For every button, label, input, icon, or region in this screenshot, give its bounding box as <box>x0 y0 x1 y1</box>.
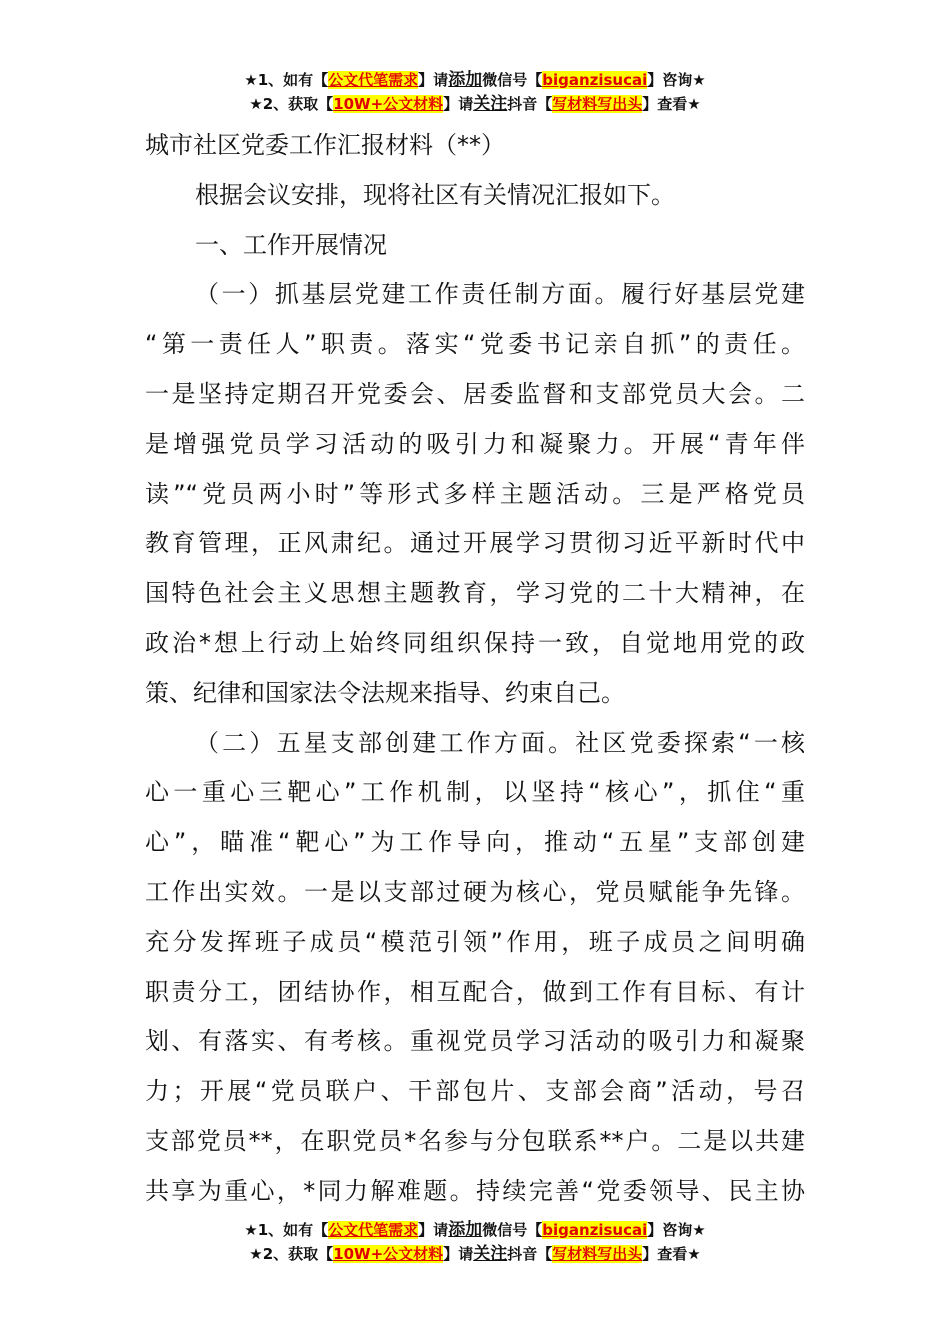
banner-text: 微信号【 <box>482 1221 543 1239</box>
text-line: 力；开展“党员联户、干部包片、支部会商”活动，号召 <box>145 1077 805 1106</box>
highlight-text: 公文代笔需求 <box>328 1221 419 1239</box>
banner-text: ★2、获取【 <box>249 1245 334 1263</box>
text-line: 一是坚持定期召开党委会、居委监督和支部党员大会。二 <box>145 379 805 408</box>
text-line: 划、有落实、有考核。重视党员学习活动的吸引力和凝聚 <box>145 1027 805 1056</box>
highlight-text: 10W+公文材料 <box>333 1245 444 1263</box>
banner-text: 抖音【 <box>507 95 553 113</box>
banner-text: 微信号【 <box>482 71 543 89</box>
text-line: （二）五星支部创建工作方面。社区党委探索“一核 <box>195 728 805 757</box>
document-body <box>145 121 805 1217</box>
promo-banner-bottom <box>0 1218 950 1266</box>
banner-text: 关注 <box>473 1244 508 1264</box>
section-heading: 一、工作开展情况 <box>195 230 387 259</box>
text-line: 心一重心三靶心”工作机制，以坚持“核心”，抓住“重 <box>145 778 805 807</box>
text-line: 工作出实效。一是以支部过硬为核心，党员赋能争先锋。 <box>145 877 805 906</box>
text-line: 支部党员**，在职党员*名参与分包联系**户。二是以共建 <box>145 1126 805 1155</box>
banner-text: ★2、获取【 <box>249 95 334 113</box>
highlight-text: biganzisucai <box>542 1221 648 1239</box>
banner-text: 】请 <box>443 1245 474 1263</box>
banner-text: 】请 <box>418 1221 449 1239</box>
highlight-text: biganzisucai <box>542 71 648 89</box>
banner-text: 添加 <box>448 1220 483 1240</box>
banner-text: 】查看★ <box>642 1245 701 1263</box>
text-line: 策、纪律和国家法令法规来指导、约束自己。 <box>145 678 625 707</box>
text-line: “第一责任人”职责。落实“党委书记亲自抓”的责任。 <box>145 330 805 359</box>
text-line: 教育管理，正风肃纪。通过开展学习贯彻习近平新时代中 <box>145 529 805 558</box>
text-line: 国特色社会主义思想主题教育，学习党的二十大精神，在 <box>145 579 805 608</box>
document-title: 城市社区党委工作汇报材料（**） <box>145 131 505 159</box>
banner-text: 抖音【 <box>507 1245 553 1263</box>
banner-line1 <box>0 68 950 92</box>
promo-banner-top <box>0 68 950 116</box>
banner-text: 】咨询★ <box>647 71 706 89</box>
intro-paragraph: 根据会议安排，现将社区有关情况汇报如下。 <box>195 180 675 209</box>
text-line: 读”“党员两小时”等形式多样主题活动。三是严格党员 <box>145 479 805 508</box>
banner-text: 】请 <box>418 71 449 89</box>
text-line: 政治*想上行动上始终同组织保持一致，自觉地用党的政 <box>145 628 805 657</box>
text-line: 是增强党员学习活动的吸引力和凝聚力。开展“青年伴 <box>145 429 805 458</box>
banner-line2 <box>0 1242 950 1266</box>
highlight-text: 写材料写出头 <box>552 95 643 113</box>
highlight-text: 写材料写出头 <box>552 1245 643 1263</box>
text-line: （一）抓基层党建工作责任制方面。履行好基层党建 <box>195 280 805 309</box>
banner-text: 】查看★ <box>642 95 701 113</box>
text-line: 职责分工，团结协作，相互配合，做到工作有目标、有计 <box>145 977 805 1006</box>
paragraph-1 <box>145 270 805 718</box>
text-line: 心”，瞄准“靶心”为工作导向，推动“五星”支部创建 <box>145 828 805 857</box>
highlight-text: 公文代笔需求 <box>328 71 419 89</box>
banner-text: ★1、如有【 <box>244 71 329 89</box>
banner-text: 添加 <box>448 70 483 90</box>
highlight-text: 10W+公文材料 <box>333 95 444 113</box>
banner-text: ★1、如有【 <box>244 1221 329 1239</box>
paragraph-2 <box>145 719 805 1217</box>
text-line: 充分发挥班子成员“模范引领”作用，班子成员之间明确 <box>145 927 805 956</box>
banner-text: 】咨询★ <box>647 1221 706 1239</box>
banner-line2 <box>0 92 950 116</box>
banner-line1 <box>0 1218 950 1242</box>
banner-text: 】请 <box>443 95 474 113</box>
banner-text: 关注 <box>473 94 508 114</box>
text-line: 共享为重心，*同力解难题。持续完善“党委领导、民主协 <box>145 1176 805 1205</box>
